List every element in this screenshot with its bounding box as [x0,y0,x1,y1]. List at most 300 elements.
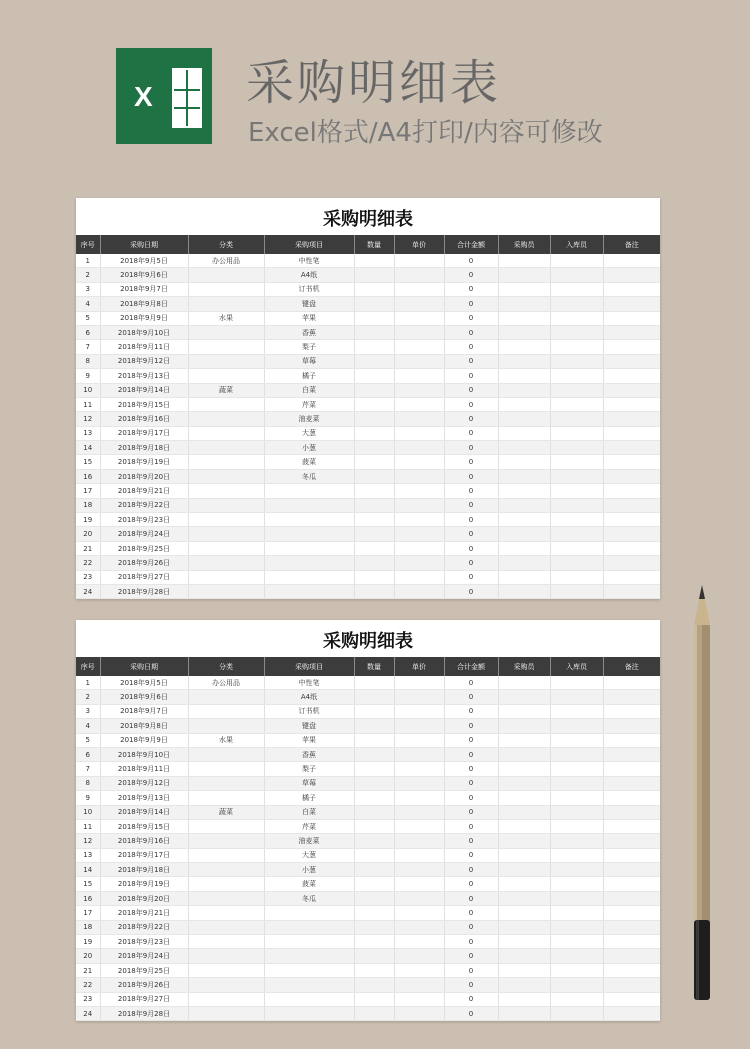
table-cell [354,498,394,512]
table-cell [354,412,394,426]
table-cell [394,805,444,819]
table-cell [188,863,264,877]
table-cell [550,978,603,992]
table-cell: 苹果 [264,311,354,325]
table-cell [603,891,660,905]
table-cell [354,690,394,704]
table-cell: 24 [76,1006,100,1020]
table-row [76,426,660,440]
table-cell [550,690,603,704]
table-cell [188,935,264,949]
table-cell [603,978,660,992]
table-row [76,992,660,1006]
table-row [76,484,660,498]
table-cell [603,412,660,426]
table-row [76,513,660,527]
sheet-title: 采购明细表 [323,209,413,230]
table-row [76,733,660,747]
table-cell [550,455,603,469]
table-row [76,570,660,584]
table-cell [188,891,264,905]
table-cell [498,776,550,790]
table-cell [550,325,603,339]
table-cell: 冬瓜 [264,469,354,483]
column-header: 合计金额 [444,657,498,676]
table-cell [264,556,354,570]
table-cell: 0 [444,935,498,949]
table-cell: 订书机 [264,704,354,718]
table-cell: 中性笔 [264,254,354,268]
table-cell [550,441,603,455]
table-row [76,498,660,512]
table-cell: 2018年9月8日 [100,719,188,733]
table-cell [498,805,550,819]
table-row [76,978,660,992]
table-row [76,963,660,977]
table-cell [354,397,394,411]
table-cell: 2018年9月19日 [100,455,188,469]
table-cell: 2018年9月6日 [100,268,188,282]
table-cell [603,397,660,411]
table-cell [550,920,603,934]
table-cell [394,541,444,555]
column-header: 备注 [603,235,660,254]
table-cell [498,498,550,512]
table-cell [394,920,444,934]
table-cell [188,541,264,555]
table-cell: 香蕉 [264,747,354,761]
table-cell [603,527,660,541]
table-cell [498,949,550,963]
table-cell [188,325,264,339]
table-cell [354,556,394,570]
table-cell: 办公用品 [188,676,264,690]
table-cell: 0 [444,963,498,977]
table-cell [264,570,354,584]
table-cell [188,556,264,570]
table-cell [354,891,394,905]
table-row [76,441,660,455]
table-cell: 2018年9月28日 [100,584,188,598]
table-row [76,340,660,354]
table-cell [264,978,354,992]
table-cell [354,704,394,718]
table-cell [498,819,550,833]
table-cell [550,383,603,397]
table-cell [188,819,264,833]
table-cell [394,819,444,833]
table-cell: 0 [444,455,498,469]
table-cell [354,719,394,733]
table-cell [394,877,444,891]
table-cell [354,877,394,891]
table-cell [354,747,394,761]
table-cell [498,978,550,992]
table-cell [354,426,394,440]
table-cell [394,676,444,690]
table-cell [603,676,660,690]
column-header: 序号 [76,235,100,254]
table-row [76,704,660,718]
table-cell [394,325,444,339]
table-cell [498,383,550,397]
table-row [76,776,660,790]
table-cell [550,719,603,733]
table-cell: 0 [444,484,498,498]
table-cell [394,949,444,963]
table-cell [603,963,660,977]
table-row [76,469,660,483]
table-cell: 2018年9月11日 [100,340,188,354]
table-cell: 0 [444,426,498,440]
table-cell: 18 [76,498,100,512]
table-cell [498,891,550,905]
table-cell [394,776,444,790]
table-cell [550,863,603,877]
table-cell [188,791,264,805]
table-row [76,397,660,411]
table-cell: 橘子 [264,791,354,805]
table-cell: 2018年9月13日 [100,369,188,383]
table-cell [603,704,660,718]
table-cell [394,690,444,704]
table-cell [354,676,394,690]
table-cell [550,733,603,747]
table-cell: 6 [76,747,100,761]
table-cell [188,877,264,891]
table-cell [498,834,550,848]
table-cell [264,584,354,598]
table-cell [354,733,394,747]
table-row [76,690,660,704]
table-cell: 19 [76,935,100,949]
table-cell: 0 [444,556,498,570]
table-cell [603,1006,660,1020]
table-cell [550,570,603,584]
table-cell [354,978,394,992]
table-cell: 2018年9月17日 [100,426,188,440]
table-cell [394,426,444,440]
table-cell [603,848,660,862]
table-cell: 0 [444,513,498,527]
table-cell [394,383,444,397]
table-cell: 0 [444,747,498,761]
table-cell: 4 [76,297,100,311]
table-cell: 2018年9月26日 [100,978,188,992]
table-header-row [76,235,660,254]
table-cell: 0 [444,719,498,733]
table-cell: 2018年9月20日 [100,469,188,483]
table-cell: 21 [76,963,100,977]
table-cell [550,704,603,718]
table-cell [498,920,550,934]
table-cell [550,747,603,761]
table-cell [394,570,444,584]
table-cell [498,584,550,598]
table-cell: 2018年9月7日 [100,704,188,718]
table-cell [264,935,354,949]
table-row [76,877,660,891]
table-cell: 2018年9月8日 [100,297,188,311]
table-cell: 7 [76,340,100,354]
table-cell [603,426,660,440]
table-cell [603,541,660,555]
table-cell [498,747,550,761]
table-cell [394,584,444,598]
column-header: 采购日期 [100,235,188,254]
table-cell [188,369,264,383]
table-cell: 中性笔 [264,676,354,690]
table-cell: 2018年9月7日 [100,282,188,296]
table-cell [354,441,394,455]
table-cell [603,690,660,704]
table-cell [550,369,603,383]
table-cell [354,963,394,977]
table-cell [188,719,264,733]
table-cell [354,920,394,934]
table-cell [354,819,394,833]
table-cell [394,412,444,426]
table-cell [603,513,660,527]
excel-logo-letter: X [134,81,153,112]
table-cell: 2018年9月9日 [100,733,188,747]
table-cell [354,354,394,368]
table-cell [394,733,444,747]
table-row [76,354,660,368]
table-cell [394,834,444,848]
table-cell: 键盘 [264,719,354,733]
table-row [76,527,660,541]
table-cell [394,369,444,383]
table-cell [550,819,603,833]
table-cell: 白菜 [264,805,354,819]
table-cell: 12 [76,834,100,848]
table-cell [188,704,264,718]
table-cell [188,584,264,598]
table-cell: 15 [76,877,100,891]
table-cell [603,325,660,339]
table-cell: 0 [444,992,498,1006]
table-cell: 2018年9月20日 [100,891,188,905]
table-cell: 13 [76,426,100,440]
table-cell [188,426,264,440]
table-cell: 14 [76,863,100,877]
table-cell [603,920,660,934]
table-cell [603,469,660,483]
table-cell: 2018年9月18日 [100,863,188,877]
table-cell [394,906,444,920]
table-cell [603,297,660,311]
table-cell [550,1006,603,1020]
table-cell [550,282,603,296]
table-cell: 2018年9月24日 [100,527,188,541]
table-row [76,834,660,848]
table-cell [354,762,394,776]
table-cell: 1 [76,676,100,690]
table-cell [354,340,394,354]
table-cell: 0 [444,1006,498,1020]
table-cell [550,676,603,690]
table-cell: 2018年9月27日 [100,570,188,584]
table-cell: 0 [444,412,498,426]
table-cell [354,254,394,268]
table-cell: 2018年9月13日 [100,791,188,805]
table-cell [394,935,444,949]
table-cell [354,935,394,949]
table-cell [394,297,444,311]
table-cell [394,498,444,512]
table-cell: 0 [444,791,498,805]
table-cell [394,254,444,268]
table-cell: 7 [76,762,100,776]
table-cell [550,963,603,977]
table-cell: 香蕉 [264,325,354,339]
table-row [76,848,660,862]
table-cell: 1 [76,254,100,268]
table-cell [603,340,660,354]
table-cell: 18 [76,920,100,934]
table-cell [550,469,603,483]
table-cell: 0 [444,383,498,397]
table-cell [354,1006,394,1020]
table-cell [354,834,394,848]
table-cell [603,584,660,598]
table-cell [550,891,603,905]
table-cell [498,311,550,325]
table-cell [498,906,550,920]
table-cell [188,949,264,963]
table-cell [603,992,660,1006]
table-cell: 办公用品 [188,254,264,268]
table-cell: 蔬菜 [188,383,264,397]
table-cell [550,527,603,541]
table-cell [354,469,394,483]
table-cell [550,498,603,512]
table-cell [603,762,660,776]
table-cell: 2018年9月23日 [100,513,188,527]
column-header: 采购日期 [100,657,188,676]
table-cell [550,877,603,891]
table-cell [188,848,264,862]
table-cell [603,776,660,790]
column-header: 分类 [188,235,264,254]
table-cell [603,791,660,805]
table-cell: 0 [444,570,498,584]
table-cell [264,513,354,527]
column-header: 数量 [354,657,394,676]
table-cell: 大葱 [264,848,354,862]
table-cell [550,426,603,440]
table-cell: 0 [444,978,498,992]
table-cell [603,498,660,512]
table-cell: 水果 [188,733,264,747]
table-cell: 0 [444,819,498,833]
column-header: 数量 [354,235,394,254]
table-cell [394,556,444,570]
column-header: 分类 [188,657,264,676]
table-cell [188,570,264,584]
table-cell [550,397,603,411]
table-cell [264,949,354,963]
table-cell [394,891,444,905]
table-cell [498,527,550,541]
table-row [76,268,660,282]
table-row [76,297,660,311]
table-cell: 17 [76,906,100,920]
table-cell: 大葱 [264,426,354,440]
table-cell: 16 [76,891,100,905]
table-cell: 0 [444,805,498,819]
table-cell: 2018年9月10日 [100,325,188,339]
table-cell: 菠菜 [264,877,354,891]
table-cell [394,397,444,411]
table-cell [498,469,550,483]
table-cell [498,541,550,555]
table-cell: 油麦菜 [264,834,354,848]
table-cell: 0 [444,949,498,963]
table-cell: 0 [444,776,498,790]
table-cell [498,963,550,977]
column-header: 采购项目 [264,657,354,676]
table-cell: 22 [76,556,100,570]
table-row [76,282,660,296]
table-cell: A4纸 [264,690,354,704]
table-cell: 2018年9月14日 [100,805,188,819]
table-cell [354,527,394,541]
table-cell: 10 [76,383,100,397]
table-cell: 2018年9月27日 [100,992,188,1006]
table-cell [394,455,444,469]
table-cell: 14 [76,441,100,455]
table-cell: 2018年9月18日 [100,441,188,455]
table-cell: 2018年9月10日 [100,747,188,761]
table-cell [264,498,354,512]
table-cell [550,340,603,354]
table-cell: 0 [444,369,498,383]
table-cell [354,570,394,584]
table-cell [394,441,444,455]
table-cell: 2018年9月25日 [100,963,188,977]
table-cell [394,863,444,877]
table-cell [394,992,444,1006]
table-cell [188,978,264,992]
table-cell [498,848,550,862]
table-cell [354,455,394,469]
table-cell: 苹果 [264,733,354,747]
table-cell: 0 [444,282,498,296]
table-cell [394,978,444,992]
table-cell: 0 [444,311,498,325]
table-cell: 0 [444,834,498,848]
table-cell: 11 [76,397,100,411]
table-cell [394,848,444,862]
table-cell [498,412,550,426]
table-cell [603,819,660,833]
table-cell [550,834,603,848]
table-cell [354,863,394,877]
table-cell: 0 [444,877,498,891]
table-cell [550,935,603,949]
table-cell: 小葱 [264,441,354,455]
table-cell: 0 [444,498,498,512]
column-header: 采购项目 [264,235,354,254]
table-cell [550,412,603,426]
table-cell [394,963,444,977]
table-row [76,863,660,877]
table-cell [394,704,444,718]
table-cell [603,906,660,920]
table-cell [354,297,394,311]
